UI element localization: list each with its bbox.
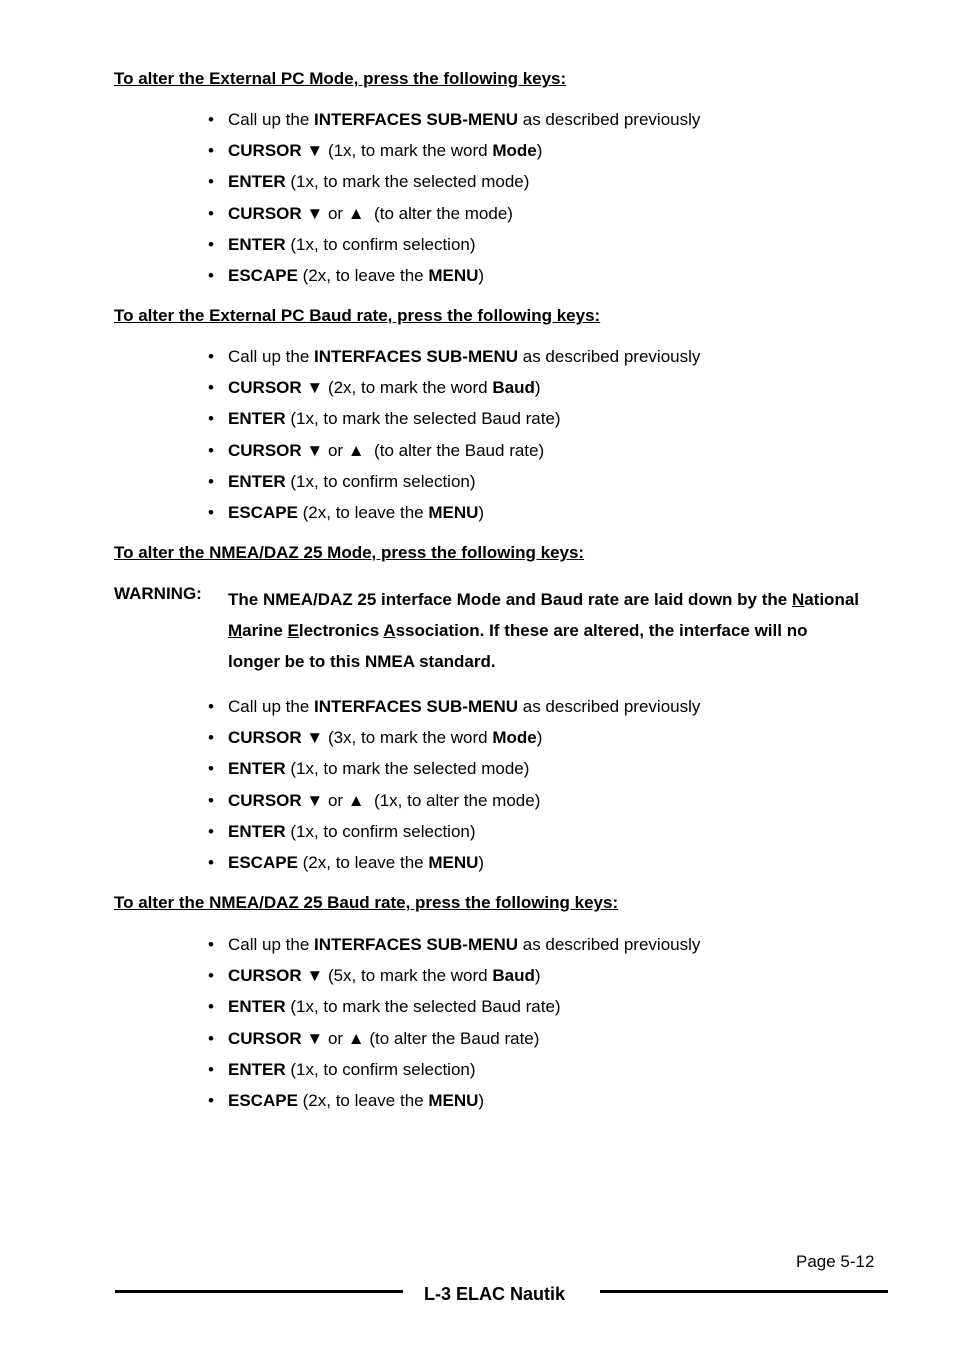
bullet-icon: • (208, 471, 214, 491)
step-text: (3x, to mark the word (323, 728, 493, 748)
section-heading-nmea-baud: To alter the NMEA/DAZ 25 Baud rate, press the following keys: (114, 893, 619, 912)
step-text: (2x, to mark the word (323, 378, 493, 398)
step-key: ENTER (228, 997, 286, 1017)
step-key: Mode (492, 141, 537, 161)
step-text: or (323, 1028, 348, 1048)
bullet-icon: • (208, 728, 214, 748)
step-text: Call up the (228, 110, 314, 129)
step-text: (1x, to alter the mode) (364, 790, 541, 810)
arrow-up-icon: ▲ (347, 790, 365, 810)
step-text: ) (478, 502, 485, 522)
step-key: ENTER (228, 759, 286, 779)
bullet-icon: • (208, 141, 214, 161)
section-heading-nmea-mode: To alter the NMEA/DAZ 25 Mode, press the following keys: (114, 543, 585, 562)
step-key: CURSOR ▼ (228, 378, 324, 398)
step-key: CURSOR ▼ (228, 790, 324, 810)
step-text: (1x, to mark the selected Baud rate) (285, 997, 561, 1017)
arrow-up-icon: ▲ (347, 203, 365, 223)
step-text: as described previously (518, 347, 701, 366)
step-key: Baud (492, 966, 535, 986)
warning-text-part: The NMEA/DAZ 25 interface Mode and Baud rate are laid down by the (228, 590, 792, 609)
page-number: Page 5-12 (796, 1252, 875, 1271)
bullet-icon: • (208, 347, 214, 366)
bullet-icon: • (208, 935, 214, 954)
step-key: ENTER (228, 1059, 286, 1079)
step-text: Call up the (228, 935, 314, 954)
step-key: Baud (492, 378, 535, 398)
step-text: ) (478, 1090, 485, 1110)
step-key: CURSOR ▼ (228, 440, 324, 460)
step-key: ESCAPE (228, 265, 298, 285)
step-key: ENTER (228, 471, 286, 491)
step-key: CURSOR ▼ (228, 203, 324, 223)
step-key: MENU (428, 502, 479, 522)
arrow-up-icon: ▲ (347, 440, 365, 460)
bullet-icon: • (208, 203, 214, 223)
bullet-icon: • (208, 790, 214, 810)
warning-text-part: ssociation. If these are altered, the interface will no (395, 621, 808, 640)
bullet-icon: • (208, 852, 214, 872)
step-text: (1x, to mark the word (323, 141, 493, 161)
step-key: CURSOR ▼ (228, 1028, 324, 1048)
bullet-icon: • (208, 1028, 214, 1048)
warning-text-part: arine (242, 621, 288, 640)
warning-text-part: M (228, 621, 243, 640)
step-key: CURSOR ▼ (228, 966, 324, 986)
step-text: (2x, to leave the (297, 852, 429, 872)
warning-text (228, 584, 888, 677)
bullet-icon: • (208, 234, 214, 254)
step-key: INTERFACES SUB-MENU (314, 697, 519, 716)
bullet-icon: • (208, 697, 214, 716)
step-text: or (323, 440, 348, 460)
bullet-icon: • (208, 759, 214, 779)
step-text: (1x, to confirm selection) (285, 234, 476, 254)
step-text: as described previously (518, 110, 701, 129)
step-text: ) (536, 141, 543, 161)
step-key: INTERFACES SUB-MENU (314, 935, 519, 954)
section-heading-pc-baud: To alter the External PC Baud rate, press the following keys: (114, 306, 601, 325)
step-text: as described previously (518, 935, 701, 954)
bullet-icon: • (208, 409, 214, 429)
step-text: (2x, to leave the (297, 502, 429, 522)
step-text: (2x, to leave the (297, 1090, 429, 1110)
step-key: ENTER (228, 821, 286, 841)
warning-text-part: longer be to this NMEA standard. (228, 652, 496, 671)
step-text: ) (536, 728, 543, 748)
step-key: Mode (492, 728, 537, 748)
step-text: or (323, 203, 348, 223)
step-text: ) (534, 966, 541, 986)
bullet-icon: • (208, 502, 214, 522)
step-key: MENU (428, 852, 479, 872)
step-text: (2x, to leave the (297, 265, 429, 285)
step-key: ENTER (228, 172, 286, 192)
warning-text-part: A (383, 621, 396, 640)
bullet-icon: • (208, 821, 214, 841)
warning-text-part: ational (804, 590, 860, 609)
step-text: (to alter the Baud rate) (364, 1028, 540, 1048)
bullet-icon: • (208, 1090, 214, 1110)
step-key: ESCAPE (228, 852, 298, 872)
step-text: Call up the (228, 697, 314, 716)
step-text: (to alter the mode) (364, 203, 513, 223)
step-text: ) (534, 378, 541, 398)
step-text: (1x, to confirm selection) (285, 821, 476, 841)
bullet-icon: • (208, 966, 214, 986)
step-key: ESCAPE (228, 1090, 298, 1110)
arrow-up-icon: ▲ (347, 1028, 365, 1048)
warning-text-part: N (791, 590, 805, 609)
step-text: (5x, to mark the word (323, 966, 493, 986)
warning-text-part: E (287, 621, 299, 640)
step-key: MENU (428, 1090, 479, 1110)
step-text: (to alter the Baud rate) (364, 440, 545, 460)
step-key: INTERFACES SUB-MENU (314, 110, 519, 129)
step-key: MENU (428, 265, 479, 285)
step-text: as described previously (518, 697, 701, 716)
warning-text-part: lectronics (298, 621, 384, 640)
step-text: (1x, to mark the selected mode) (285, 759, 530, 779)
footer-rule-right (600, 1290, 888, 1293)
step-key: ESCAPE (228, 502, 298, 522)
footer-rule-left (115, 1290, 403, 1293)
step-text: (1x, to confirm selection) (285, 1059, 476, 1079)
bullet-icon: • (208, 172, 214, 192)
bullet-icon: • (208, 440, 214, 460)
warning-label: WARNING: (114, 584, 202, 603)
step-text: ) (478, 265, 485, 285)
bullet-icon: • (208, 997, 214, 1017)
step-text: ) (478, 852, 485, 872)
step-key: CURSOR ▼ (228, 728, 324, 748)
step-key: INTERFACES SUB-MENU (314, 347, 519, 366)
company-name: L-3 ELAC Nautik (424, 1284, 566, 1304)
bullet-icon: • (208, 265, 214, 285)
step-key: ENTER (228, 234, 286, 254)
step-text: (1x, to mark the selected mode) (285, 172, 530, 192)
bullet-icon: • (208, 1059, 214, 1079)
step-key: ENTER (228, 409, 286, 429)
step-text: (1x, to mark the selected Baud rate) (285, 409, 561, 429)
step-text: or (323, 790, 348, 810)
bullet-icon: • (208, 110, 214, 129)
section-heading-pc-mode: To alter the External PC Mode, press the following keys: (114, 69, 567, 88)
step-text: (1x, to confirm selection) (285, 471, 476, 491)
step-text: Call up the (228, 347, 314, 366)
bullet-icon: • (208, 378, 214, 398)
step-key: CURSOR ▼ (228, 141, 324, 161)
